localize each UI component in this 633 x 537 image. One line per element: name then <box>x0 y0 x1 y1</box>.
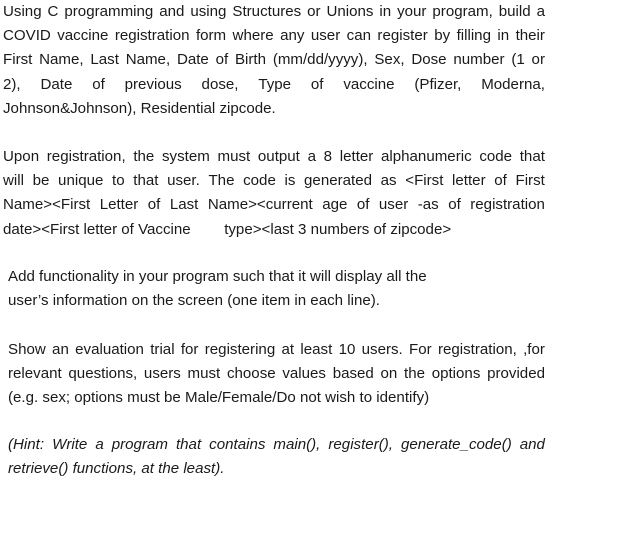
word: number <box>453 51 505 69</box>
word: COVID <box>3 27 51 45</box>
word: users. <box>361 341 403 358</box>
word: can <box>346 27 371 45</box>
word: of <box>147 196 161 214</box>
word: Name><First <box>3 196 91 214</box>
word: user <box>310 27 341 45</box>
word: form <box>195 27 227 45</box>
word: Name, <box>125 51 171 69</box>
word: register <box>377 27 428 45</box>
word: and <box>159 3 185 20</box>
word: dose, <box>201 75 239 93</box>
word: using <box>190 3 227 20</box>
word: Moderna, <box>481 75 545 93</box>
word: or <box>531 51 545 69</box>
word: where <box>232 27 274 45</box>
text-line: (e.g. sex; options must be Male/Female/Do not wish to identify) <box>8 389 430 407</box>
word: registration <box>470 196 545 214</box>
word: registration, <box>46 148 126 165</box>
word: or <box>307 3 321 20</box>
word: least <box>300 341 333 358</box>
word: age <box>322 196 348 214</box>
word: <First <box>405 172 444 190</box>
word: of <box>310 75 324 93</box>
word: Date <box>176 51 209 69</box>
paragraph-display-functionality <box>8 265 427 313</box>
word: (Pfizer, <box>414 75 462 93</box>
text-line: user’s information on the screen (one item in each line). <box>8 292 380 310</box>
word: First <box>3 51 33 69</box>
word: C <box>47 3 59 20</box>
word: generated <box>304 172 373 190</box>
word: of <box>448 196 461 214</box>
text-line: date><First letter of Vaccine type><last 3 numbers of zipcode> <box>3 220 452 238</box>
word: that <box>133 172 159 190</box>
word: relevant <box>8 365 62 383</box>
word: programming <box>64 3 154 20</box>
word: their <box>515 27 545 45</box>
text-line <box>3 0 545 24</box>
word: (1 <box>511 51 525 69</box>
word: Upon <box>3 148 40 165</box>
word: will <box>3 172 24 190</box>
word: registering <box>204 341 276 358</box>
word: Type <box>258 75 292 93</box>
word: users <box>143 365 181 383</box>
word: must <box>187 365 221 383</box>
paragraph-hint <box>8 433 545 481</box>
word: registration, <box>437 341 517 358</box>
word: 2), <box>3 75 21 93</box>
word: letter <box>339 148 374 165</box>
word: Write <box>52 436 88 453</box>
word: a <box>307 148 316 165</box>
word: of <box>92 75 105 93</box>
word: a <box>536 3 545 20</box>
word: that <box>175 436 202 453</box>
word: vaccine <box>343 75 395 93</box>
word: as <box>380 172 397 190</box>
text-line <box>3 145 545 169</box>
word: based <box>332 365 374 383</box>
word: at <box>281 341 295 358</box>
word: provided <box>487 365 545 383</box>
word: be <box>32 172 50 190</box>
word: Last <box>169 196 199 214</box>
text-line <box>8 433 545 457</box>
word: Letter <box>99 196 139 214</box>
word: program, <box>432 3 493 20</box>
word: For <box>409 341 432 358</box>
word: an <box>52 341 69 358</box>
word: vaccine <box>57 27 109 45</box>
text-line <box>3 169 545 193</box>
paragraph-evaluation-trial <box>8 338 545 411</box>
text-line: Johnson&Johnson), Residential zipcode. <box>3 99 276 117</box>
word: a <box>95 436 104 453</box>
word: build <box>498 3 531 20</box>
word: values <box>282 365 326 383</box>
word: Sex, <box>374 51 405 69</box>
word: previous <box>124 75 182 93</box>
paragraph-code-generation <box>3 145 545 242</box>
word: registration <box>114 27 190 45</box>
word: filling <box>456 27 491 45</box>
word: in <box>379 3 392 20</box>
word: on <box>380 365 398 383</box>
word: of <box>215 51 229 69</box>
word: Using <box>3 3 42 20</box>
word: must <box>217 148 251 165</box>
word: 8 <box>323 148 333 165</box>
word: ,for <box>523 341 545 358</box>
text-line: Add functionality in your program such that it will display all the <box>8 268 427 285</box>
word: trial <box>150 341 175 358</box>
word: to <box>112 172 125 190</box>
paragraph-registration-form <box>3 0 545 121</box>
word: by <box>434 27 451 45</box>
word: contains <box>209 436 266 453</box>
word: code <box>243 172 276 190</box>
text-line: retrieve() functions, at the least). <box>8 460 225 478</box>
word: questions, <box>68 365 138 383</box>
word: in <box>497 27 510 45</box>
word: for <box>180 341 199 358</box>
word: alphanumeric <box>381 148 472 165</box>
word: Name, <box>39 51 84 69</box>
word: and <box>519 436 545 453</box>
word: system <box>162 148 210 165</box>
word: any <box>280 27 305 45</box>
word: The <box>208 172 235 190</box>
word: generate_code() <box>400 436 512 453</box>
word: choose <box>226 365 276 383</box>
word: the <box>133 148 155 165</box>
word: Last <box>90 51 119 69</box>
word: Name><current <box>207 196 313 214</box>
text-line <box>8 338 545 362</box>
word: -as <box>417 196 439 214</box>
word: of <box>356 196 370 214</box>
word: letter <box>452 172 486 190</box>
text-line <box>3 24 545 48</box>
word: code <box>479 148 513 165</box>
word: is <box>284 172 296 190</box>
word: program <box>111 436 168 453</box>
text-line <box>3 193 545 217</box>
word: of <box>494 172 507 190</box>
word: the <box>404 365 425 383</box>
text-line <box>3 48 545 72</box>
word: user <box>378 196 409 214</box>
word: Structures <box>232 3 302 20</box>
word: First <box>515 172 545 190</box>
word: register(), <box>328 436 393 453</box>
word: that <box>519 148 545 165</box>
word: Date <box>40 75 73 93</box>
text-line <box>8 362 545 386</box>
word: options <box>431 365 481 383</box>
word: evaluation <box>75 341 144 358</box>
word: Dose <box>411 51 447 69</box>
word: main(), <box>273 436 321 453</box>
word: Unions <box>326 3 374 20</box>
word: your <box>397 3 427 20</box>
word: output <box>257 148 300 165</box>
word: (Hint: <box>8 436 45 453</box>
word: unique <box>58 172 104 190</box>
text-line <box>3 73 545 97</box>
word: (mm/dd/yyyy), <box>272 51 368 69</box>
word: user. <box>167 172 200 190</box>
word: Birth <box>234 51 267 69</box>
word: 10 <box>338 341 356 358</box>
word: Show <box>8 341 46 358</box>
